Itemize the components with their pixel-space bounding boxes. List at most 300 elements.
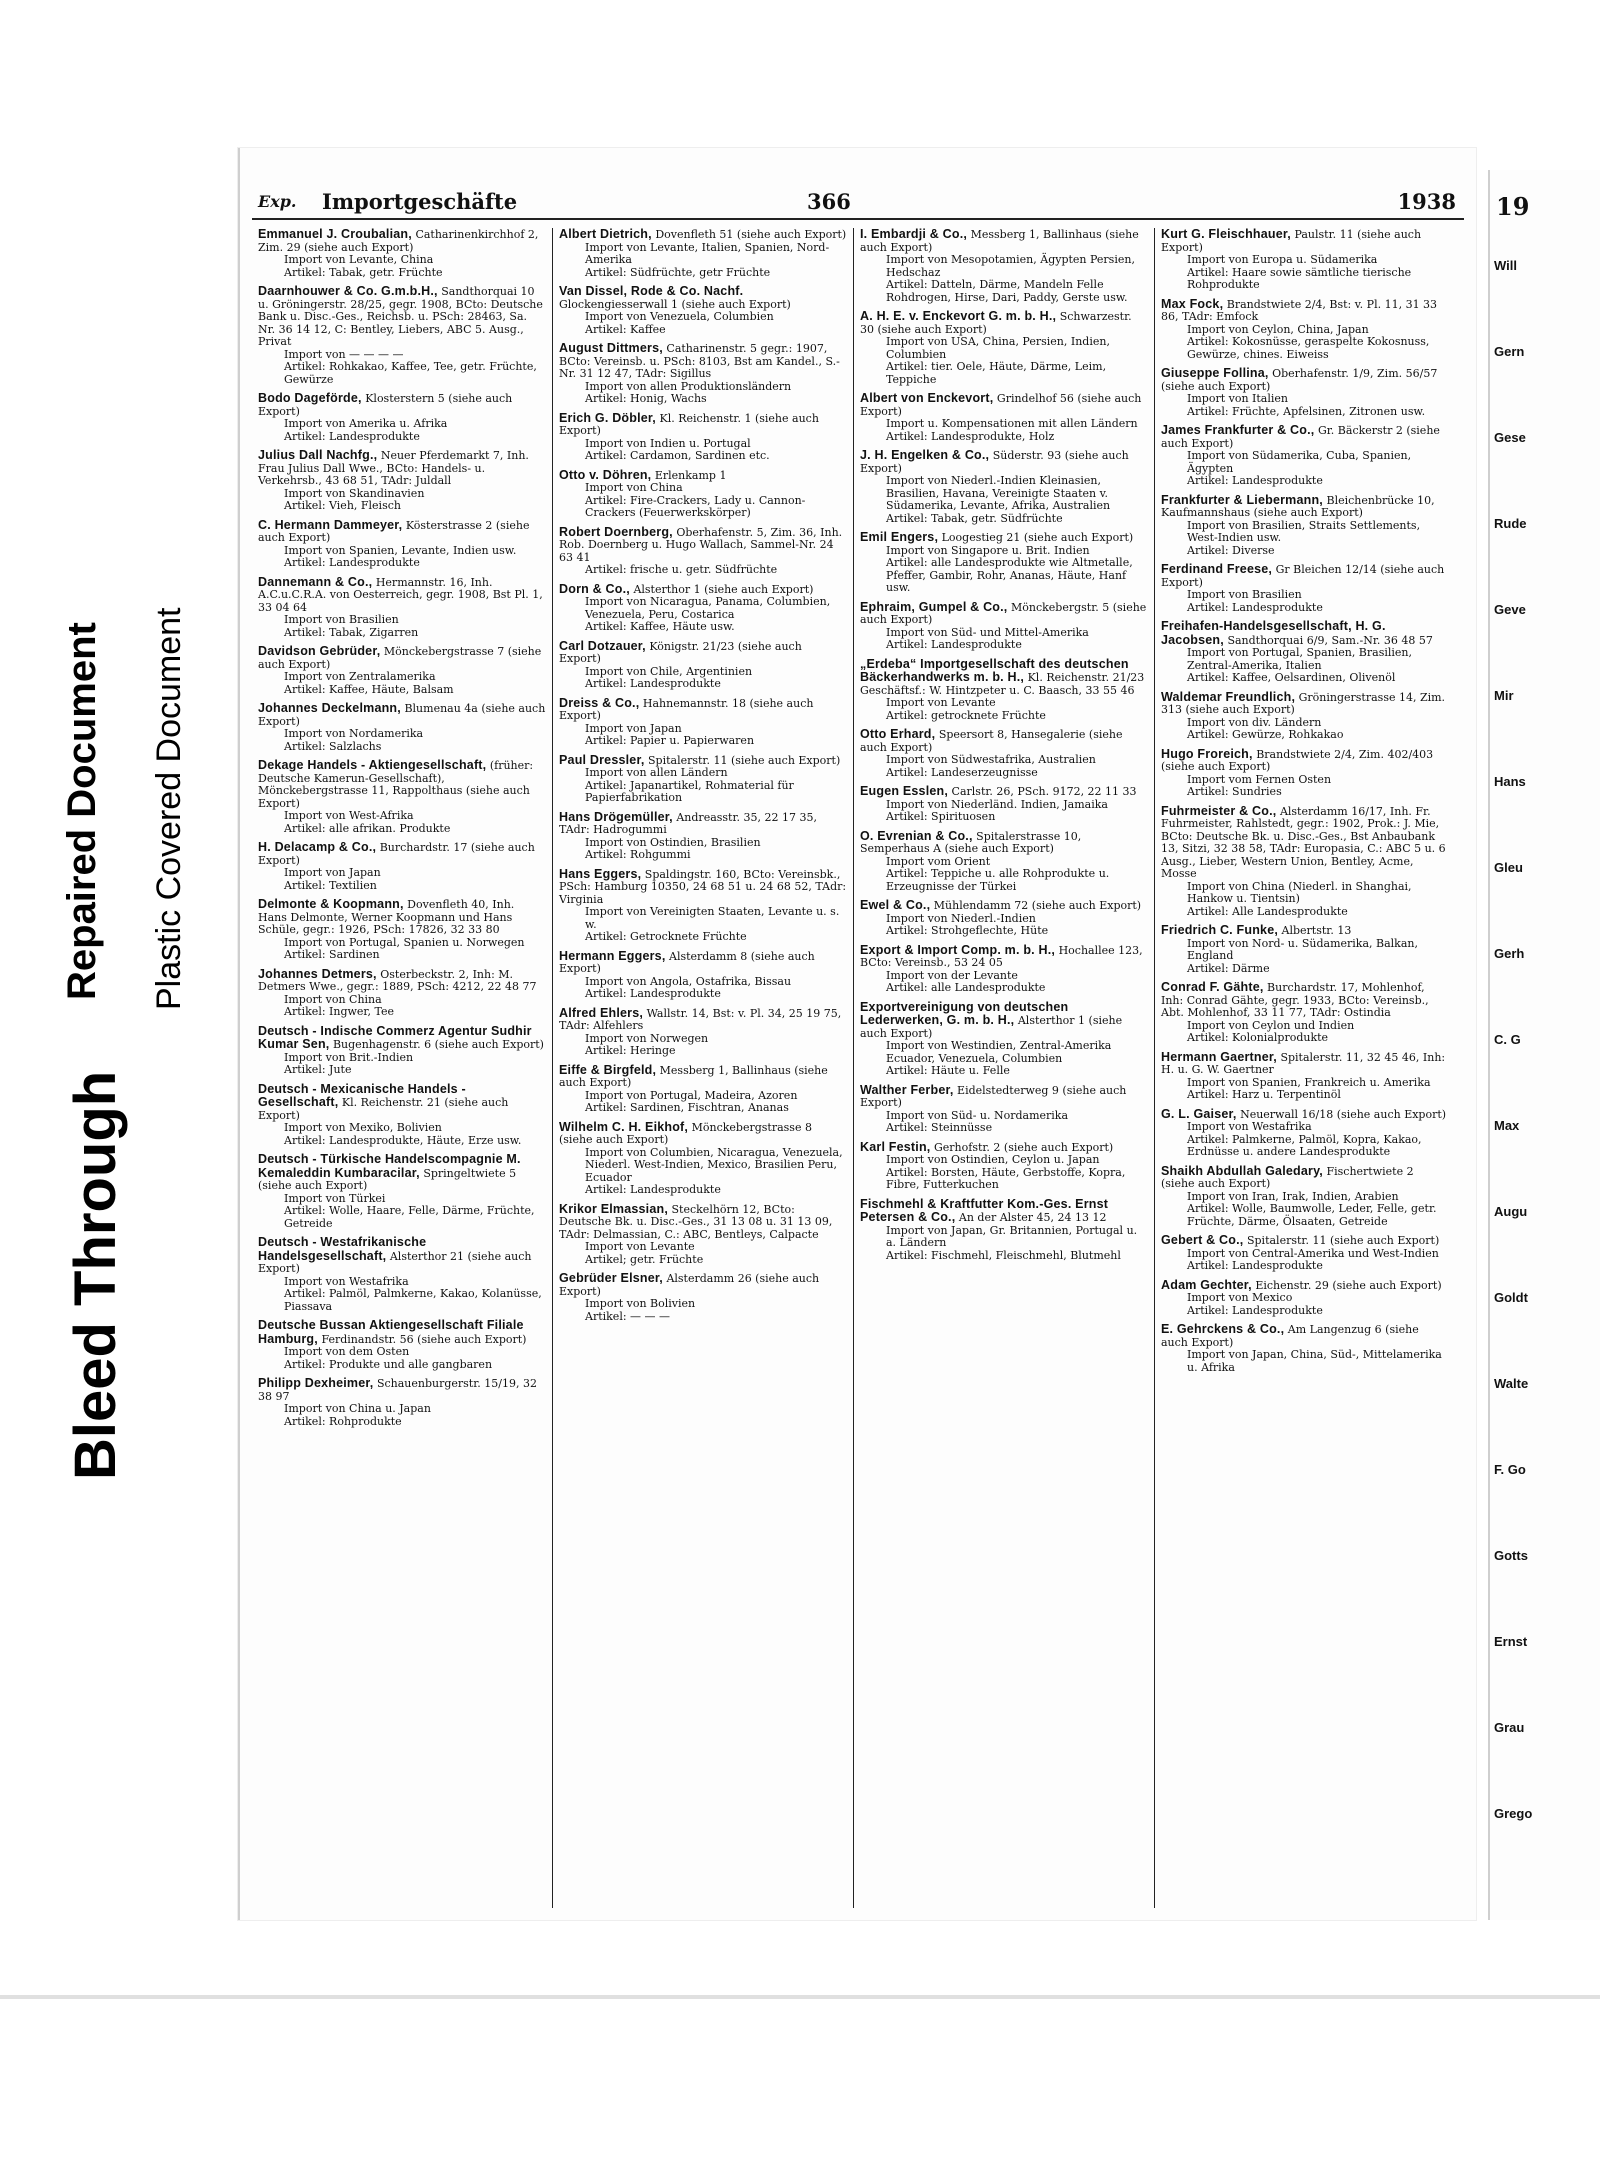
entry-address: Süderstr. 93 (siehe auch Export)	[860, 449, 1129, 475]
entry-import-line: Import von China	[585, 481, 683, 494]
entry-articles: Artikel: Landesprodukte	[1187, 474, 1323, 487]
entry-import-line: Import von USA, China, Persien, Indien, Columbien	[886, 335, 1110, 361]
entry-address: Ferdinandstr. 56 (siehe auch Export)	[321, 1332, 527, 1346]
entry-address: Neuer Pferdemarkt 7, Inh. Frau Julius Dall Wwe., BCto: Handels- u. Verkehrsb., 43 68 51, TAdr: Juldall	[258, 449, 529, 487]
entry-articles: Artikel: Ingwer, Tee	[284, 1005, 394, 1018]
entry-import-line: Import von Süd- und Mittel-Amerika	[886, 625, 1089, 639]
entry-address: Eidelstedterweg 9 (siehe auch Export)	[860, 1083, 1127, 1109]
entry-address: Gerhofstr. 2 (siehe auch Export)	[933, 1140, 1114, 1154]
directory-entry	[559, 583, 847, 634]
directory-entry	[860, 899, 1148, 938]
entry-import-line: Import von allen Produktionsländern	[585, 379, 792, 393]
entry-import-line: Import von Niederl.-Indien	[886, 911, 1036, 925]
header-title: Importgeschäfte	[322, 189, 518, 214]
entry-import-line: Import von Central-Amerika und West-Indien	[1187, 1246, 1439, 1260]
entry-import-line: Import von Niederl.-Indien Kleinasien, Brasilien, Havana, Vereinigte Staaten v. Südamerika, Levante, Afrika, Australien	[886, 474, 1111, 512]
entry-import-line: Import von Japan	[585, 721, 682, 735]
directory-entry	[1161, 1234, 1449, 1273]
directory-entry	[1161, 1108, 1449, 1159]
entry-firm-name: Dreiss & Co.,	[559, 695, 640, 710]
entry-firm-name: Hermann Eggers,	[559, 948, 666, 963]
entry-address: Burchardstr. 17, Mohlenhof, Inh: Conrad Gähte, gegr. 1933, BCto: Vereinsb., Abt. Mohlenhof, 33 11 77, TAdr: Ostindia	[1161, 981, 1429, 1019]
entry-address: Grindelhof 56 (siehe auch Export)	[860, 392, 1142, 418]
entry-address: Gr Bleichen 12/14 (siehe auch Export)	[1161, 563, 1445, 589]
entry-address: Spitalerstr. 11 (siehe auch Export)	[648, 753, 841, 767]
entry-firm-name: Krikor Elmassian,	[559, 1201, 669, 1216]
entry-address: Alsterdamm 26 (siehe auch Export)	[559, 1272, 820, 1298]
entry-firm-name: Wilhelm C. H. Eikhof,	[559, 1119, 689, 1134]
directory-entry	[860, 1084, 1148, 1135]
entry-articles: Artikel: Borsten, Häute, Gerbstoffe, Kopra, Fibre, Futterkuchen	[886, 1165, 1126, 1191]
entry-firm-name: Deutsch - Mexicanische Handels - Gesellschaft,	[258, 1081, 466, 1109]
entry-address: Hochallee 123, BCto: Vereinsb., 53 24 05	[860, 943, 1143, 969]
entry-import-line: Import von Europa u. Südamerika	[1187, 253, 1378, 266]
directory-entry	[1161, 924, 1449, 975]
directory-entry	[258, 968, 546, 1019]
entry-firm-name: Van Dissel, Rode & Co. Nachf.	[559, 284, 744, 298]
directory-entry	[1161, 981, 1449, 1045]
entry-address: Catharinenkirchhof 2, Zim. 29 (siehe auch Export)	[258, 228, 539, 254]
directory-entry	[1161, 1051, 1449, 1102]
entry-firm-name: Deutsche Bussan Aktiengesellschaft Filiale Hamburg,	[258, 1318, 524, 1346]
entry-import-line: Import von Brasilien	[1187, 588, 1302, 601]
entry-import-line: Import von Westafrika	[1187, 1120, 1312, 1133]
entry-firm-name: Hans Drögemüller,	[559, 809, 673, 824]
entry-import-line: Import von Spanien, Frankreich u. Amerika	[1187, 1075, 1431, 1089]
entry-firm-name: Gebert & Co.,	[1161, 1233, 1244, 1247]
entry-firm-name: James Frankfurter & Co.,	[1161, 423, 1315, 437]
neighbor-entry-fragment: Goldt	[1494, 1290, 1528, 1305]
entry-address: Fischertwiete 2 (siehe auch Export)	[1161, 1164, 1414, 1190]
directory-entry	[559, 1121, 847, 1197]
directory-entry	[1161, 494, 1449, 558]
entry-address: Schwarzestr. 30 (siehe auch Export)	[860, 310, 1132, 336]
directory-entry	[1161, 367, 1449, 418]
directory-entry	[860, 449, 1148, 525]
entry-articles: Artikel: Getrocknete Früchte	[585, 930, 747, 943]
entry-import-line: Import von Mexiko, Bolivien	[284, 1121, 442, 1134]
entry-address: Alsterthor 21 (siehe auch Export)	[258, 1249, 532, 1275]
entry-address: Loogestieg 21 (siehe auch Export)	[941, 531, 1134, 544]
entry-firm-name: Philipp Dexheimer,	[258, 1376, 374, 1390]
directory-entry	[860, 392, 1148, 443]
entry-articles: Artikel: Rohkakao, Kaffee, Tee, getr. Früchte, Gewürze	[284, 360, 537, 386]
entry-firm-name: J. H. Engelken & Co.,	[860, 448, 990, 462]
entry-firm-name: Giuseppe Follina,	[1161, 366, 1269, 380]
entry-articles: Artikel: Kokosnüsse, geraspelte Kokosnuss, Gewürze, chines. Eiweiss	[1187, 335, 1430, 361]
entry-articles: Artikel: Cardamon, Sardinen etc.	[585, 449, 770, 462]
entry-address: Burchardstr. 17 (siehe auch Export)	[258, 841, 535, 867]
entry-import-line: Import von Italien	[1187, 392, 1288, 405]
entry-import-line: Import vom Fernen Osten	[1187, 772, 1332, 786]
entry-firm-name: Delmonte & Koopmann,	[258, 897, 404, 911]
directory-entry	[258, 1083, 546, 1148]
entry-address: Kösterstrasse 2 (siehe auch Export)	[258, 518, 530, 544]
directory-entry	[559, 469, 847, 520]
entry-firm-name: Friedrich C. Funke,	[1161, 923, 1279, 937]
page-number: 366	[807, 189, 851, 214]
neighbor-entry-fragment: Gotts	[1494, 1548, 1528, 1563]
entry-firm-name: Erich G. Döbler,	[559, 410, 656, 425]
entry-firm-name: Waldemar Freundlich,	[1161, 689, 1296, 704]
entry-articles: Artikel: getrocknete Früchte	[886, 708, 1046, 722]
directory-columns	[252, 228, 1464, 1908]
entry-articles: Artikel: Sardinen	[284, 948, 380, 961]
directory-entry	[559, 754, 847, 805]
entry-articles: Artikel: Rohprodukte	[284, 1414, 402, 1428]
neighbor-entry-fragment: Augu	[1494, 1204, 1528, 1219]
entry-address: Gröningerstrasse 14, Zim. 313 (siehe auch Export)	[1161, 690, 1446, 716]
entry-articles: Artikel: Spirituosen	[886, 810, 996, 823]
entry-articles: Artikel; getr. Früchte	[585, 1252, 704, 1266]
stamp-bleed-through: Bleed Through	[63, 1070, 128, 1480]
entry-articles: Artikel: Gewürze, Rohkakao	[1187, 728, 1344, 741]
entry-import-line: Import von allen Ländern	[585, 766, 728, 779]
entry-address: Osterbeckstr. 2, Inh: M. Detmers Wwe., gegr.: 1889, PSch: 4212, 22 48 77	[258, 967, 537, 993]
directory-entry	[1161, 805, 1449, 919]
entry-import-line: Import von Amerika u. Afrika	[284, 417, 448, 430]
entry-articles: Artikel: tier. Oele, Häute, Därme, Leim, Teppiche	[886, 360, 1107, 386]
entry-articles: Artikel: Kaffee, Oelsardinen, Olivenöl	[1187, 671, 1396, 684]
entry-address: Dovenfleth 40, Inh. Hans Delmonte, Werner Koopmann und Hans Schüle, gegr.: 1926, PSch: 17826, 32 33 80	[258, 898, 515, 936]
directory-entry	[1161, 1323, 1449, 1374]
directory-entry	[258, 645, 546, 696]
directory-entry	[860, 1198, 1148, 1263]
entry-import-line: Import von Südwestafrika, Australien	[886, 753, 1096, 766]
entry-import-line: Import von Japan	[284, 866, 381, 879]
directory-entry	[559, 950, 847, 1001]
entry-articles: Artikel: Kaffee, Häute usw.	[585, 620, 735, 633]
entry-articles: Artikel: Landesprodukte	[886, 638, 1022, 651]
entry-articles: Artikel: Palmöl, Palmkerne, Kakao, Kolanüsse, Piassava	[284, 1287, 542, 1313]
entry-firm-name: C. Hermann Dammeyer,	[258, 517, 403, 532]
entry-import-line: Import von Süd- u. Nordamerika	[886, 1108, 1069, 1122]
entry-address: Dovenfleth 51 (siehe auch Export)	[655, 228, 847, 241]
entry-firm-name: Walther Ferber,	[860, 1082, 954, 1097]
entry-import-line: Import von Bolivien	[585, 1297, 696, 1310]
entry-address: Erlenkamp 1	[654, 468, 727, 482]
entry-firm-name: Robert Doernberg,	[559, 524, 673, 539]
entry-import-line: Import vom Orient	[886, 854, 991, 868]
directory-entry	[559, 412, 847, 463]
entry-articles: Artikel: Landesprodukte	[284, 429, 420, 443]
entry-firm-name: G. L. Gaiser,	[1161, 1106, 1237, 1121]
entry-address: Königstr. 21/23 (siehe auch Export)	[559, 639, 802, 665]
entry-import-line: Import von Columbien, Nicaragua, Venezuela, Niederl. West-Indien, Mexico, Brasilien Peru, Ecuador	[585, 1145, 843, 1184]
neighbor-entry-fragment: Gerh	[1494, 946, 1525, 961]
entry-articles: Artikel: Landesprodukte	[585, 987, 721, 1000]
entry-articles: Artikel: alle afrikan. Produkte	[284, 821, 451, 835]
entry-import-line: Import von Nordamerika	[284, 727, 424, 740]
entry-articles: Artikel: Japanartikel, Rohmaterial für Papierfabrikation	[585, 778, 794, 804]
entry-address: Andreasstr. 35, 22 17 35, TAdr: Hadrogummi	[559, 810, 817, 836]
directory-entry	[258, 841, 546, 892]
entry-address: Sandthorquai 6/9, Sam.-Nr. 36 48 57	[1227, 633, 1433, 647]
entry-address: Blumenau 4a (siehe auch Export)	[258, 702, 546, 728]
directory-entry	[559, 697, 847, 748]
entry-firm-name: Otto Erhard,	[860, 727, 936, 741]
entry-import-line: Import von Indien u. Portugal	[585, 436, 751, 450]
neighbor-header: 19	[1496, 192, 1530, 221]
neighbor-entry-fragment: Grau	[1494, 1720, 1525, 1735]
entry-address: Brandstwiete 2/4, Bst: v. Pl. 11, 31 33 86, TAdr: Emfock	[1161, 297, 1438, 323]
entry-articles: Artikel: Landesprodukte, Häute, Erze usw.	[284, 1133, 522, 1147]
directory-entry	[860, 228, 1148, 304]
entry-address: Mönckebergstrasse 7 (siehe auch Export)	[258, 645, 542, 671]
directory-entry	[258, 392, 546, 443]
entry-import-line: Import von Nord- u. Südamerika, Balkan, England	[1187, 936, 1418, 962]
entry-articles: Artikel: Kaffee, Häute, Balsam	[284, 682, 454, 696]
entry-import-line: Import von Brasilien, Straits Settlements, West-Indien usw.	[1187, 518, 1421, 544]
entry-articles: Artikel: Fire-Crackers, Lady u. Cannon-Crackers (Feuerwerkskörper)	[585, 493, 806, 519]
entry-articles: Artikel: alle Landesprodukte wie Altmetalle, Pfeffer, Gambir, Rohr, Ananas, Häute, Hanf usw.	[886, 556, 1133, 594]
neighbor-entry-fragment: C. G	[1494, 1032, 1521, 1047]
entry-firm-name: Exportvereinigung von deutschen Lederwerken, G. m. b. H.,	[860, 999, 1069, 1027]
entry-address: Alsterthor 1 (siehe auch Export)	[860, 1014, 1123, 1040]
entry-articles: Artikel: frische u. getr. Südfrüchte	[585, 563, 778, 576]
entry-import-line: Import von West-Afrika	[284, 809, 414, 822]
directory-entry	[559, 1007, 847, 1058]
entry-import-line: Import von Japan, China, Süd-, Mittelamerika u. Afrika	[1187, 1348, 1442, 1374]
entry-articles: Artikel: Landesprodukte	[1187, 1303, 1323, 1317]
entry-articles: Artikel: Tabak, getr. Früchte	[284, 265, 443, 279]
neighbor-entry-fragment: Geve	[1494, 602, 1526, 617]
entry-address: Neuerwall 16/18 (siehe auch Export)	[1240, 1107, 1447, 1121]
entry-address: Kl. Reichenstr. 21/23 Geschäftsf.: W. Hintzpeter u. C. Baasch, 33 55 46	[860, 671, 1145, 697]
entry-articles: Artikel: Alle Landesprodukte	[1187, 904, 1348, 918]
neighbor-entry-fragment: Max	[1494, 1118, 1520, 1133]
entry-articles: Artikel: Salzlachs	[284, 739, 382, 753]
entry-articles: Artikel: Landesprodukte, Holz	[886, 429, 1055, 443]
entry-firm-name: Ephraim, Gumpel & Co.,	[860, 599, 1008, 614]
directory-entry	[860, 785, 1148, 824]
entry-address: Kl. Reichenstr. 21 (siehe auch Export)	[258, 1096, 509, 1122]
entry-articles: Artikel: Landesprodukte	[1187, 1259, 1323, 1272]
directory-entry	[258, 702, 546, 753]
entry-firm-name: Dekage Handels - Aktiengesellschaft,	[258, 758, 487, 772]
entry-import-line: Import von Portugal, Spanien u. Norwegen	[284, 935, 525, 949]
neighbor-page-edge	[1488, 170, 1600, 1920]
entry-firm-name: Alfred Ehlers,	[559, 1005, 644, 1020]
entry-articles: Artikel: Vieh, Fleisch	[284, 499, 401, 512]
entry-address: Hahnemannstr. 18 (siehe auch Export)	[559, 696, 814, 722]
entry-firm-name: Ewel & Co.,	[860, 898, 931, 912]
entry-import-line: Import von Portugal, Spanien, Brasilien, Zentral-Amerika, Italien	[1187, 646, 1413, 672]
directory-entry	[258, 519, 546, 570]
entry-address: Spitalerstr. 11 (siehe auch Export)	[1246, 1234, 1440, 1247]
entry-articles: Artikel: Sundries	[1187, 785, 1282, 798]
entry-firm-name: Otto v. Döhren,	[559, 467, 652, 482]
directory-entry	[860, 728, 1148, 779]
entry-import-line: Import von China	[284, 992, 382, 1006]
directory-entry	[258, 576, 546, 640]
entry-articles: Artikel: Strohgeflechte, Hüte	[886, 924, 1049, 937]
entry-address: Sandthorquai 10 u. Gröningerstr. 28/25, gegr. 1908, BCto: Deutsche Bank u. Disc.-Ges., Reichsb. u. PSch: 28463, Sa. Nr. 36 14 12, C: Bentley, Liebers, ABC 5. Ausg., Privat	[258, 285, 543, 348]
neighbor-entry-fragment: Mir	[1494, 688, 1514, 703]
entry-address: Gr. Bäckerstr 2 (siehe auch Export)	[1161, 424, 1440, 450]
column-4	[1154, 228, 1455, 1908]
entry-firm-name: Max Fock,	[1161, 296, 1224, 311]
directory-entry	[559, 285, 847, 336]
entry-import-line: Import von Mesopotamien, Ägypten Persien, Hedschaz	[886, 253, 1135, 279]
entry-import-line: Import von Ostindien, Brasilien	[585, 835, 761, 849]
directory-entry	[1161, 424, 1449, 488]
entry-firm-name: Paul Dressler,	[559, 752, 645, 767]
entry-articles: Artikel: Landeserzeugnisse	[886, 765, 1038, 779]
entry-import-line: Import von Japan, Gr. Britannien, Portugal u. a. Ländern	[886, 1223, 1138, 1249]
directory-entry	[559, 811, 847, 862]
entry-import-line: Import von Westafrika	[284, 1274, 409, 1288]
entry-firm-name: Hermann Gaertner,	[1161, 1049, 1277, 1064]
scan-edge	[0, 1995, 1600, 1999]
entry-firm-name: Daarnhouwer & Co. G.m.b.H.,	[258, 284, 438, 298]
entry-firm-name: Davidson Gebrüder,	[258, 644, 381, 658]
directory-entry	[559, 1203, 847, 1267]
entry-articles: Artikel: Diverse	[1187, 543, 1275, 557]
entry-address: Spaldingstr. 160, BCto: Vereinsbk., PSch: Hamburg 10350, 24 68 51 u. 24 68 52, TAdr: Virginia	[559, 867, 847, 906]
entry-import-line: Import von Brasilien	[284, 613, 399, 626]
entry-firm-name: Ferdinand Freese,	[1161, 562, 1273, 576]
column-1	[252, 228, 552, 1908]
entry-firm-name: Bodo Dageförde,	[258, 391, 362, 405]
page-header	[252, 188, 1464, 220]
directory-entry	[1161, 620, 1449, 685]
entry-articles: Artikel: Wolle, Baumwolle, Leder, Felle, getr. Früchte, Därme, Ölsaaten, Getreide	[1187, 1202, 1437, 1228]
entry-firm-name: Emmanuel J. Croubalian,	[258, 228, 412, 241]
entry-articles: Artikel: Kolonialprodukte	[1187, 1031, 1329, 1044]
entry-firm-name: Shaikh Abdullah Galedary,	[1161, 1163, 1323, 1178]
entry-import-line: Import von China u. Japan	[284, 1402, 431, 1415]
entry-address: Klosterstern 5 (siehe auch Export)	[258, 392, 513, 418]
entry-firm-name: Johannes Deckelmann,	[258, 701, 401, 715]
scanned-page	[238, 148, 1476, 1920]
entry-address: Spitalerstrasse 10, Semperhaus A (siehe auch Export)	[860, 829, 1082, 855]
directory-entry	[258, 759, 546, 835]
entry-articles: Artikel: Häute u. Felle	[886, 1064, 1010, 1077]
entry-articles: Artikel: Harz u. Terpentinöl	[1187, 1088, 1341, 1101]
stamp-plastic-covered: Plastic Covered Document	[150, 607, 188, 1010]
neighbor-entry-fragment: Will	[1494, 258, 1517, 273]
entry-firm-name: Hans Eggers,	[559, 866, 642, 881]
entry-articles: Artikel: — — —	[585, 1309, 671, 1323]
directory-entry	[258, 1025, 546, 1077]
entry-firm-name: Albert von Enckevort,	[860, 391, 994, 405]
entry-articles: Artikel: Landesprodukte	[585, 1183, 721, 1196]
entry-articles: Artikel: Teppiche u. alle Rohprodukte u. Erzeugnisse der Türkei	[886, 867, 1110, 893]
directory-entry	[860, 310, 1148, 386]
directory-entry	[860, 944, 1148, 995]
entry-articles: Artikel: Därme	[1187, 961, 1270, 975]
entry-firm-name: Dorn & Co.,	[559, 581, 630, 596]
entry-firm-name: Conrad F. Gähte,	[1161, 980, 1264, 994]
neighbor-entry-fragment: F. Go	[1494, 1462, 1526, 1477]
entry-address: Alsterdamm 16/17, Inh. Fr. Fuhrmeister, Rahlstedt, gegr.: 1902, Prok.: J. Mie, BCto: Deutsche Bk. u. Disc.-Ges., Bst Anbaubank 13, Sitzi, 32 38 58, TAdr: Europasia, C.: ABC 5 u. 6 Ausg., Lieber, Western Union, Bentley, Acme, Mosse	[1161, 804, 1446, 880]
directory-entry	[258, 1377, 546, 1428]
neighbor-entry-fragment: Gese	[1494, 430, 1526, 445]
entry-import-line: Import von Vereinigten Staaten, Levante u. s. w.	[585, 905, 840, 931]
directory-entry	[258, 1236, 546, 1313]
entry-import-line: Import von Nicaragua, Panama, Columbien, Venezuela, Peru, Costarica	[585, 595, 831, 621]
entry-firm-name: E. Gehrckens & Co.,	[1161, 1322, 1285, 1336]
header-exp: Exp.	[258, 192, 297, 211]
entry-address: Mühlendamm 72 (siehe auch Export)	[933, 899, 1142, 912]
entry-firm-name: O. Evrenian & Co.,	[860, 828, 973, 843]
entry-firm-name: Deutsch - Westafrikanische Handelsgesellschaft,	[258, 1235, 427, 1263]
directory-entry	[559, 526, 847, 577]
entry-import-line: Import von Südamerika, Cuba, Spanien, Ägypten	[1187, 449, 1412, 475]
entry-address: Spitalerstr. 11, 32 45 46, Inh: H. u. G. W. Gaertner	[1161, 1050, 1446, 1076]
entry-articles: Artikel: Kaffee	[585, 322, 666, 336]
entry-firm-name: Export & Import Comp. m. b. H.,	[860, 942, 1056, 957]
entry-articles: Artikel: Früchte, Apfelsinen, Zitronen usw.	[1187, 404, 1426, 418]
entry-import-line: Import von Westindien, Zentral-Amerika Ecuador, Venezuela, Columbien	[886, 1039, 1112, 1065]
stamp-repaired: Repaired Document	[60, 622, 104, 1000]
entry-articles: Artikel: Landesprodukte	[585, 677, 721, 690]
entry-import-line: Import von Türkei	[284, 1191, 386, 1205]
entry-import-line: Import von Ceylon und Indien	[1187, 1018, 1355, 1032]
entry-address: Oberhafenstr. 5, Zim. 36, Inh. Rob. Doernberg u. Hugo Wallach, Sammel-Nr. 24 63 41	[559, 525, 843, 564]
entry-articles: Artikel: Fischmehl, Fleischmehl, Blutmehl	[886, 1248, 1121, 1262]
entry-import-line: Import von Levante, China	[284, 253, 434, 266]
entry-import-line: Import von Levante	[585, 1240, 695, 1253]
directory-entry	[258, 228, 546, 279]
entry-address: Alsterthor 1 (siehe auch Export)	[633, 582, 814, 596]
entry-address: Mönckebergstrasse 8 (siehe auch Export)	[559, 1120, 812, 1146]
header-year: 1938	[1397, 189, 1456, 214]
entry-import-line: Import von Singapore u. Brit. Indien	[886, 543, 1090, 557]
column-3	[853, 228, 1154, 1908]
entry-articles: Artikel: alle Landesprodukte	[886, 981, 1046, 994]
entry-import-line: Import von China (Niederl. in Shanghai, Hankow u. Tientsin)	[1187, 879, 1412, 905]
directory-entry	[559, 868, 847, 944]
entry-import-line: Import von Zentralamerika	[284, 670, 436, 683]
entry-firm-name: Eugen Esslen,	[860, 784, 949, 798]
entry-firm-name: Deutsch - Türkische Handelscompagnie M. Kemaleddin Kumbaracilar,	[258, 1152, 521, 1180]
entry-import-line: Import u. Kompensationen mit allen Ländern	[886, 417, 1138, 430]
neighbor-entry-fragment: Walte	[1494, 1376, 1529, 1391]
entry-import-line: Import von Skandinavien	[284, 486, 425, 500]
entry-firm-name: August Dittmers,	[559, 341, 663, 355]
entry-articles: Artikel: Heringe	[585, 1044, 676, 1057]
entry-import-line: Import von der Levante	[886, 968, 1018, 982]
entry-address: Mönckebergstr. 5 (siehe auch Export)	[860, 600, 1147, 626]
entry-address: Catharinenstr. 5 gegr.: 1907, BCto: Vereinsb. u. PSch: 8103, Bst am Kandel., S.-Nr. 31 12 47, TAdr: Sigillus	[559, 342, 840, 380]
entry-import-line: Import von Niederländ. Indien, Jamaika	[886, 797, 1108, 811]
entry-address: Hermannstr. 16, Inh. A.C.u.C.R.A. von Oesterreich, gegr. 1908, Bst Pl. 1, 33 04 64	[258, 575, 543, 614]
entry-import-line: Import von Venezuela, Columbien	[585, 310, 774, 323]
entry-address: Messberg 1, Ballinhaus (siehe auch Export)	[559, 1063, 828, 1089]
entry-firm-name: A. H. E. v. Enckevort G. m. b. H.,	[860, 309, 1057, 323]
entry-articles: Artikel: Textilien	[284, 878, 377, 892]
entry-firm-name: Emil Engers,	[860, 530, 939, 544]
entry-articles: Artikel: Südfrüchte, getr Früchte	[585, 265, 771, 279]
neighbor-entry-fragment: Grego	[1494, 1806, 1533, 1821]
directory-entry	[258, 1319, 546, 1371]
entry-address: An der Alster 45, 24 13 12	[958, 1211, 1107, 1224]
entry-articles: Artikel: Honig, Wachs	[585, 392, 707, 405]
neighbor-entry-fragment: Gleu	[1494, 860, 1523, 875]
entry-firm-name: Fuhrmeister & Co.,	[1161, 803, 1277, 818]
entry-address: Speersort 8, Hansegalerie (siehe auch Export)	[860, 728, 1123, 754]
entry-articles: Artikel: Landesprodukte	[284, 556, 420, 569]
directory-entry	[559, 342, 847, 406]
directory-entry	[1161, 298, 1449, 362]
entry-firm-name: Deutsch - Indische Commerz Agentur Sudhir Kumar Sen,	[258, 1023, 532, 1051]
entry-address: Wallstr. 14, Bst: v. Pl. 34, 25 19 75, TAdr: Alfehlers	[559, 1006, 842, 1032]
entry-articles: Artikel: Wolle, Haare, Felle, Därme, Früchte, Getreide	[284, 1204, 535, 1230]
entry-import-line: Import von div. Ländern	[1187, 715, 1322, 729]
directory-entry	[1161, 691, 1449, 742]
